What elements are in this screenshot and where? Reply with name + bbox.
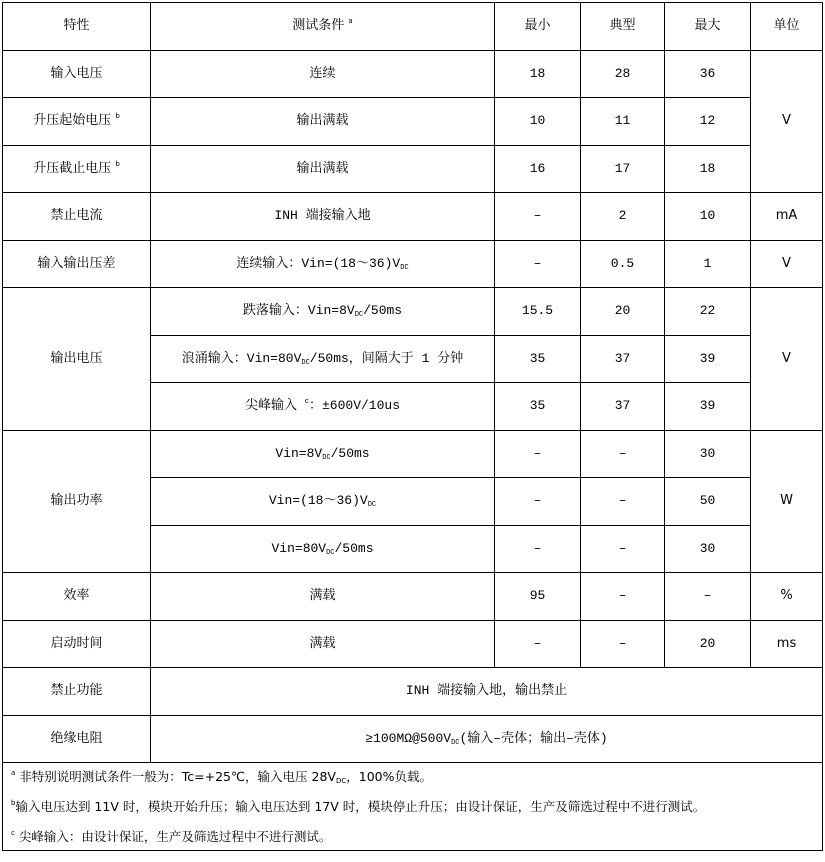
min-cell: 35 [495, 335, 581, 383]
min-cell: – [495, 478, 581, 526]
cond-cell: 连续输入：$Vin=(18\sim 36)V_{DC}$ [151, 240, 495, 288]
min-cell: 10 [495, 98, 581, 146]
unit-cell: ms [751, 620, 823, 668]
param-cell: 输出功率 [3, 430, 151, 573]
typ-cell: 37 [581, 335, 665, 383]
table-row [3, 193, 823, 241]
cond-cell: 输出满载 [151, 98, 495, 146]
param-cell: 启动时间 [3, 620, 151, 668]
table-row [3, 668, 823, 716]
typ-cell: 2 [581, 193, 665, 241]
max-cell: 39 [665, 335, 751, 383]
cond-cell: $Vin=8V_{DC}/50ms$ [151, 430, 495, 478]
min-cell: – [495, 240, 581, 288]
table-row [3, 715, 823, 763]
min-cell: – [495, 430, 581, 478]
header-max: 最大 [665, 3, 751, 51]
max-cell: 22 [665, 288, 751, 336]
min-cell: 18 [495, 50, 581, 98]
cond-cell: INH 端接输入地 [151, 193, 495, 241]
table-row [3, 50, 823, 98]
table-row [3, 98, 823, 146]
cond-cell: 尖峰输入 $^c$：±600V/10us [151, 383, 495, 431]
header-cond: 测试条件 $^a$ [151, 3, 495, 51]
param-cell: 输出电压 [3, 288, 151, 431]
param-cell: 禁止功能 [3, 668, 151, 716]
table-row [3, 288, 823, 336]
cond-cell: 满载 [151, 620, 495, 668]
typ-cell: 37 [581, 383, 665, 431]
typ-cell: 11 [581, 98, 665, 146]
cond-cell: 浪涌输入：$Vin=80V_{DC}/50ms$，间隔大于 1 分钟 [151, 335, 495, 383]
param-cell: 升压起始电压 $^b$ [3, 98, 151, 146]
min-cell: 95 [495, 573, 581, 621]
cond-cell: 跌落输入：$Vin=8V_{DC}/50ms$ [151, 288, 495, 336]
max-cell: 30 [665, 430, 751, 478]
max-cell: – [665, 573, 751, 621]
typ-cell: – [581, 525, 665, 573]
min-cell: – [495, 525, 581, 573]
cond-cell: 连续 [151, 50, 495, 98]
param-cell: 输入输出压差 [3, 240, 151, 288]
min-cell: 35 [495, 383, 581, 431]
cond-cell: 输出满载 [151, 145, 495, 193]
typ-cell: 28 [581, 50, 665, 98]
cond-cell: $Vin=(18\sim 36)V_{DC}$ [151, 478, 495, 526]
table-row [3, 620, 823, 668]
max-cell: 30 [665, 525, 751, 573]
table-row [3, 240, 823, 288]
max-cell: 39 [665, 383, 751, 431]
min-cell: – [495, 620, 581, 668]
max-cell: 20 [665, 620, 751, 668]
param-cell: 禁止电流 [3, 193, 151, 241]
param-cell: 输入电压 [3, 50, 151, 98]
footnotes [3, 763, 823, 851]
footnote-b: $^b$输入电压达到 11V 时，模块开始升压；输入电压达到 17V 时，模块停止升压；由设计保证，生产及筛选过程中不进行测试。 [11, 799, 706, 814]
cond-cell: 满载 [151, 573, 495, 621]
max-cell: 10 [665, 193, 751, 241]
unit-cell: % [751, 573, 823, 621]
min-cell: 16 [495, 145, 581, 193]
param-cell: 绝缘电阻 [3, 715, 151, 763]
cond-cell: $\ge 100M\Omega@500V_{DC}$(输入–壳体；输出–壳体) [151, 715, 823, 763]
max-cell: 18 [665, 145, 751, 193]
min-cell: – [495, 193, 581, 241]
header-min: 最小 [495, 3, 581, 51]
param-cell: 升压截止电压 $^b$ [3, 145, 151, 193]
notes-row [3, 763, 823, 851]
table-row [3, 573, 823, 621]
unit-cell: W [751, 430, 823, 573]
footnote-a: $^a$ 非特别说明测试条件一般为：Tc=+25℃，输入电压 $28V_{DC}$，100%负载。 [11, 769, 433, 785]
min-cell: 15.5 [495, 288, 581, 336]
typ-cell: 17 [581, 145, 665, 193]
spec-table [2, 2, 823, 851]
typ-cell: – [581, 478, 665, 526]
header-param: 特性 [3, 3, 151, 51]
header-row [3, 3, 823, 51]
unit-cell: V [751, 240, 823, 288]
header-unit: 单位 [751, 3, 823, 51]
max-cell: 12 [665, 98, 751, 146]
max-cell: 36 [665, 50, 751, 98]
max-cell: 50 [665, 478, 751, 526]
typ-cell: – [581, 573, 665, 621]
table-row [3, 145, 823, 193]
typ-cell: – [581, 430, 665, 478]
param-cell: 效率 [3, 573, 151, 621]
cond-cell: $Vin=80V_{DC}/50ms$ [151, 525, 495, 573]
unit-cell: mA [751, 193, 823, 241]
typ-cell: 0.5 [581, 240, 665, 288]
max-cell: 1 [665, 240, 751, 288]
typ-cell: 20 [581, 288, 665, 336]
unit-cell: V [751, 288, 823, 431]
typ-cell: – [581, 620, 665, 668]
unit-cell: V [751, 50, 823, 193]
header-typ: 典型 [581, 3, 665, 51]
footnote-c: $^c$ 尖峰输入：由设计保证，生产及筛选过程中不进行测试。 [11, 829, 332, 844]
cond-cell: INH 端接输入地，输出禁止 [151, 668, 823, 716]
table-row [3, 430, 823, 478]
